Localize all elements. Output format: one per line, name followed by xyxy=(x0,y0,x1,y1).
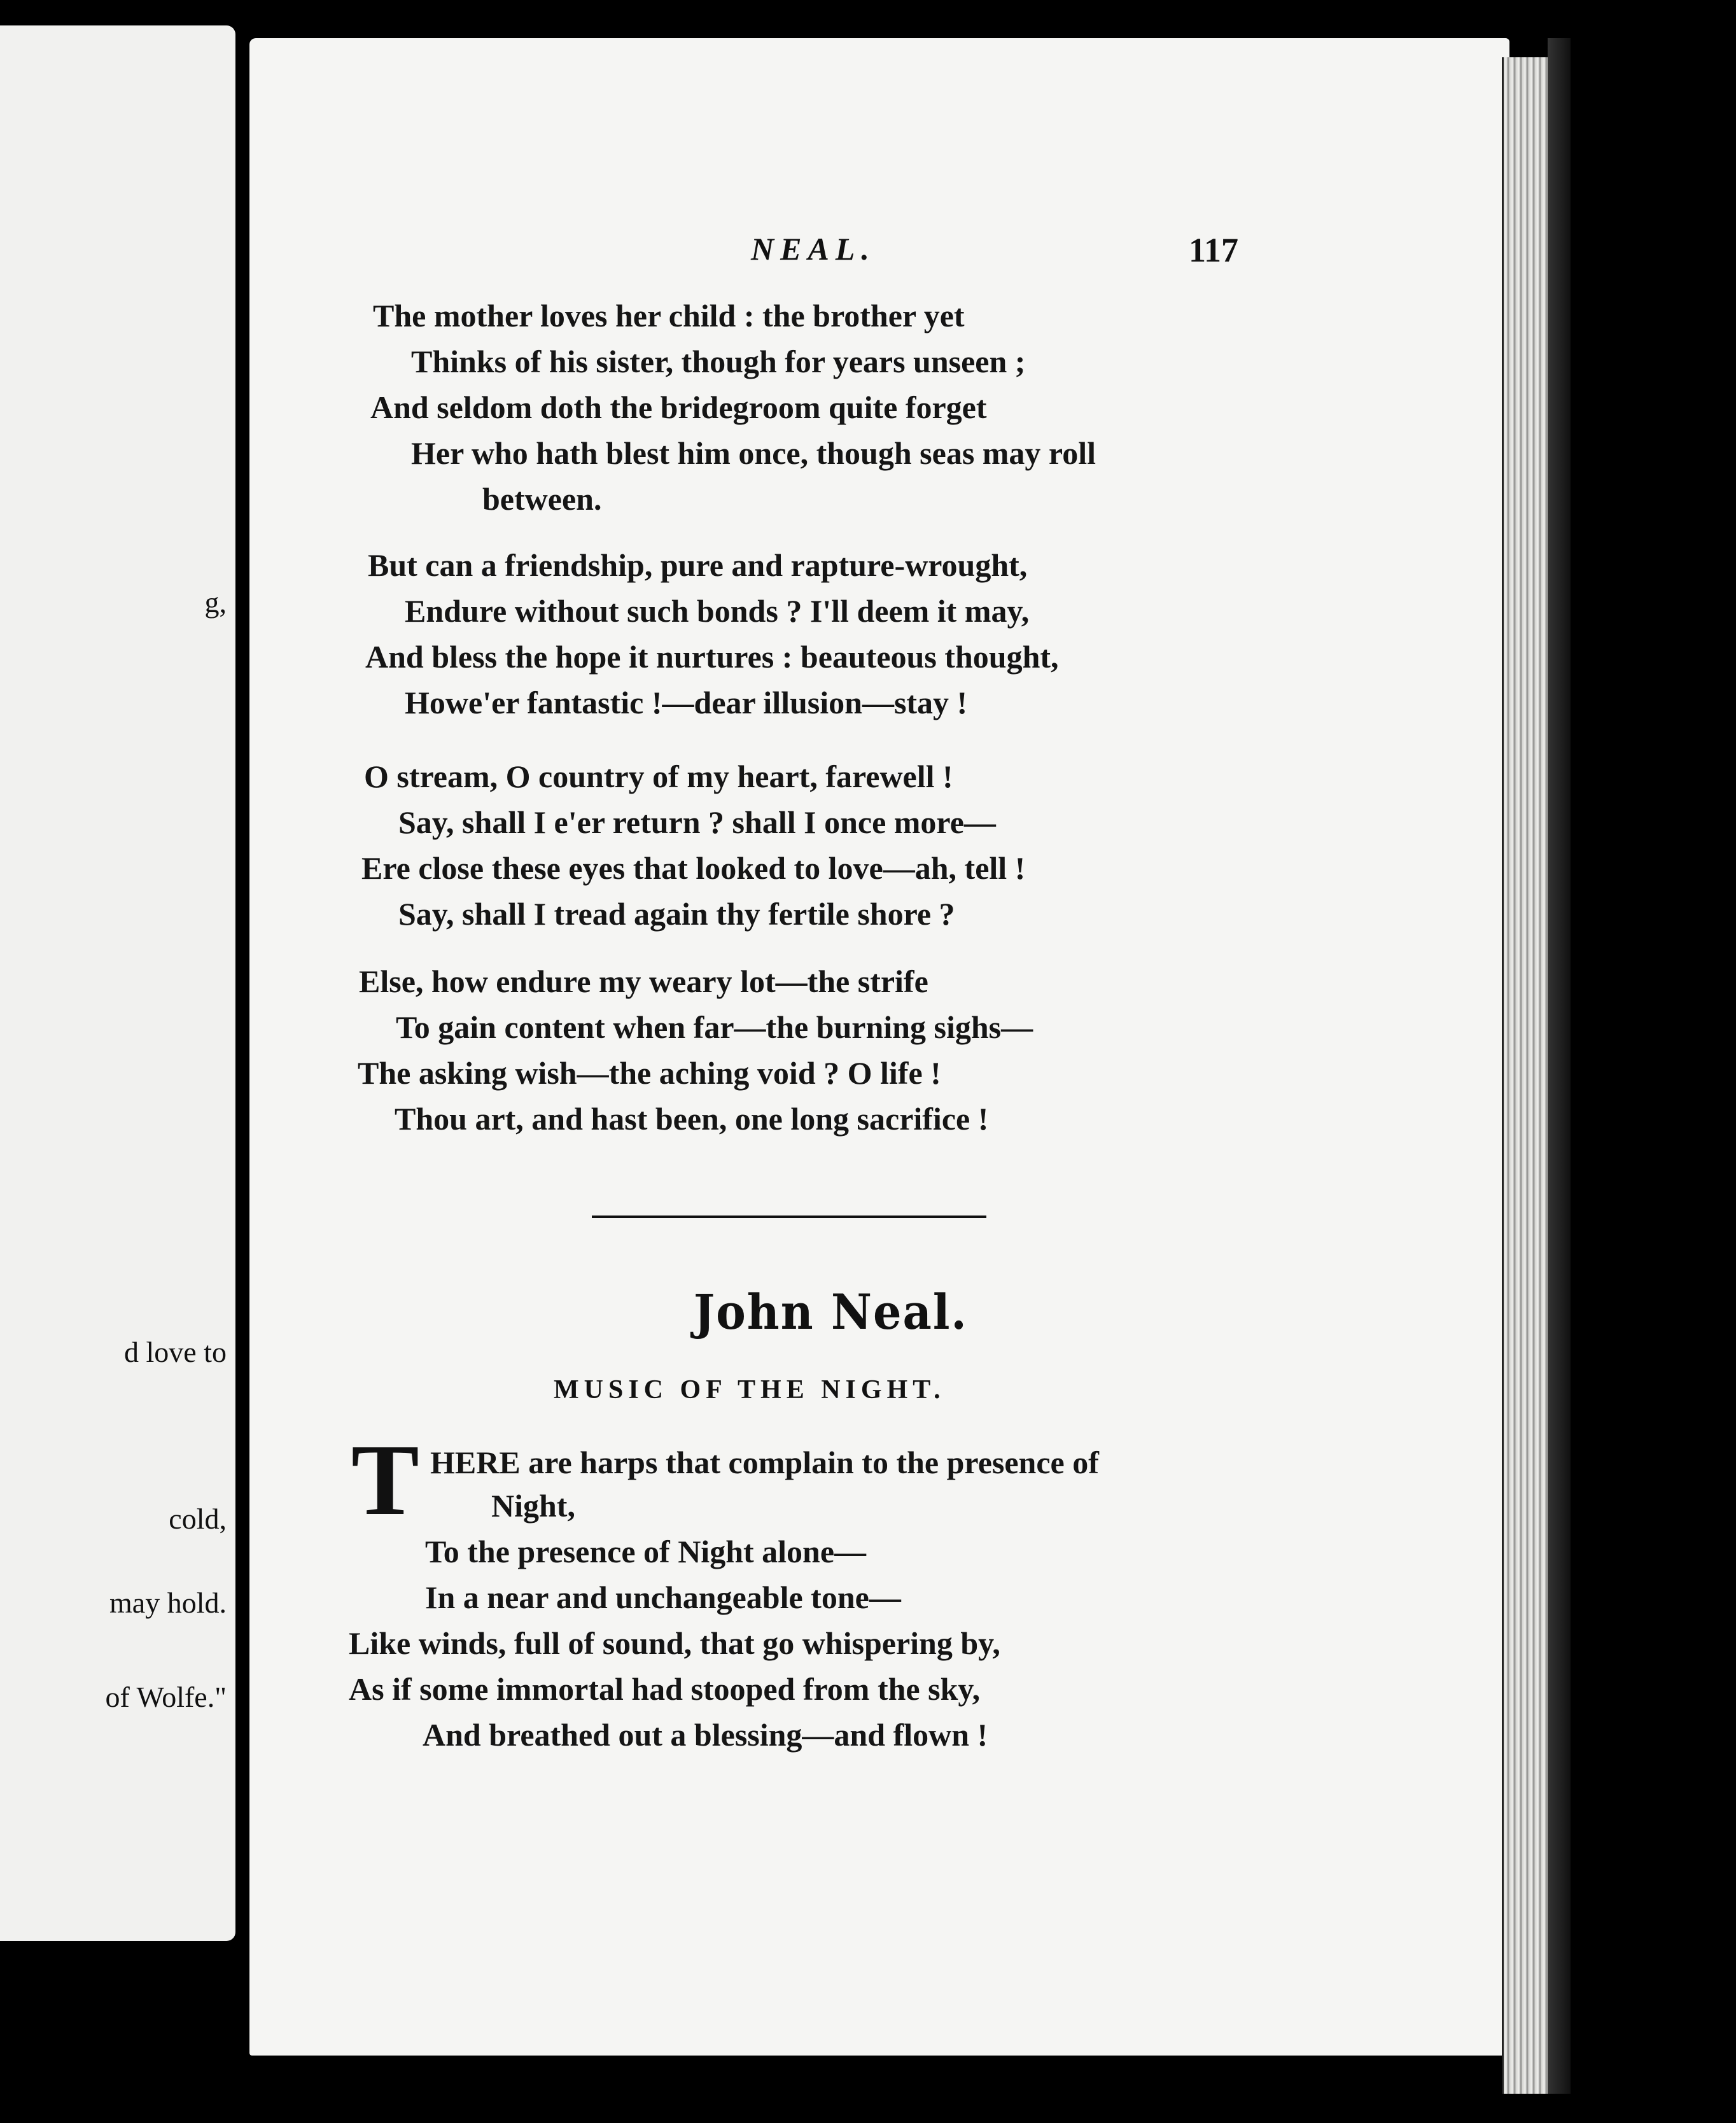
poem-line: Her who hath blest him once, though seas may roll xyxy=(411,435,1096,471)
poem-line: HERE are harps that complain to the presence of xyxy=(430,1445,1099,1480)
poem-line: Thou art, and hast been, one long sacrifice ! xyxy=(395,1101,989,1137)
poem-line: Howe'er fantastic !—dear illusion—stay ! xyxy=(405,685,968,720)
poem-line: The asking wish—the aching void ? O life ! xyxy=(358,1055,941,1091)
left-facing-page xyxy=(0,25,235,1941)
poem-line: Else, how endure my weary lot—the strife xyxy=(359,963,928,999)
drop-cap: T xyxy=(351,1423,419,1536)
poem-line: Thinks of his sister, though for years unseen ; xyxy=(411,344,1026,379)
running-head: NEAL. xyxy=(751,231,876,267)
poem-line: Night, xyxy=(491,1488,575,1524)
poem-line: To gain content when far—the burning sighs— xyxy=(396,1009,1033,1045)
page-number: 117 xyxy=(1189,231,1239,269)
poem-line: And seldom doth the bridegroom quite forget xyxy=(370,389,987,425)
poem-title: MUSIC OF THE NIGHT. xyxy=(554,1375,946,1405)
poem-line: To the presence of Night alone— xyxy=(425,1534,867,1569)
poem-line: The mother loves her child : the brother yet xyxy=(373,298,965,333)
poem-line: And bless the hope it nurtures : beauteous thought, xyxy=(365,639,1059,675)
poem-line: In a near and unchangeable tone— xyxy=(425,1580,901,1615)
poem-line: And breathed out a blessing—and flown ! xyxy=(423,1717,988,1753)
book-cover-edge xyxy=(1548,38,1571,2094)
poem-line: between. xyxy=(482,481,602,517)
poem-line: Like winds, full of sound, that go whispering by, xyxy=(349,1625,1000,1661)
section-divider xyxy=(592,1216,986,1218)
left-page-fragment: d love to xyxy=(124,1336,227,1368)
left-page-fragment: g, xyxy=(204,586,227,619)
poem-line: Ere close these eyes that looked to love—ah, tell ! xyxy=(361,850,1026,886)
poem-line: But can a friendship, pure and rapture-wrought, xyxy=(368,547,1028,583)
poem-line: Say, shall I e'er return ? shall I once more— xyxy=(398,804,996,840)
left-page-fragment: cold, xyxy=(169,1503,227,1535)
author-heading: John Neal. xyxy=(694,1283,968,1341)
poem-line: Endure without such bonds ? I'll deem it may, xyxy=(405,593,1030,629)
left-page-fragment: of Wolfe." xyxy=(105,1681,227,1713)
left-page-fragment: may hold. xyxy=(109,1587,227,1619)
poem-line: Say, shall I tread again thy fertile shore ? xyxy=(398,896,955,932)
poem-line: As if some immortal had stooped from the sky, xyxy=(349,1671,981,1707)
page-edges xyxy=(1502,57,1555,2094)
poem-line: O stream, O country of my heart, farewell ! xyxy=(364,759,953,794)
